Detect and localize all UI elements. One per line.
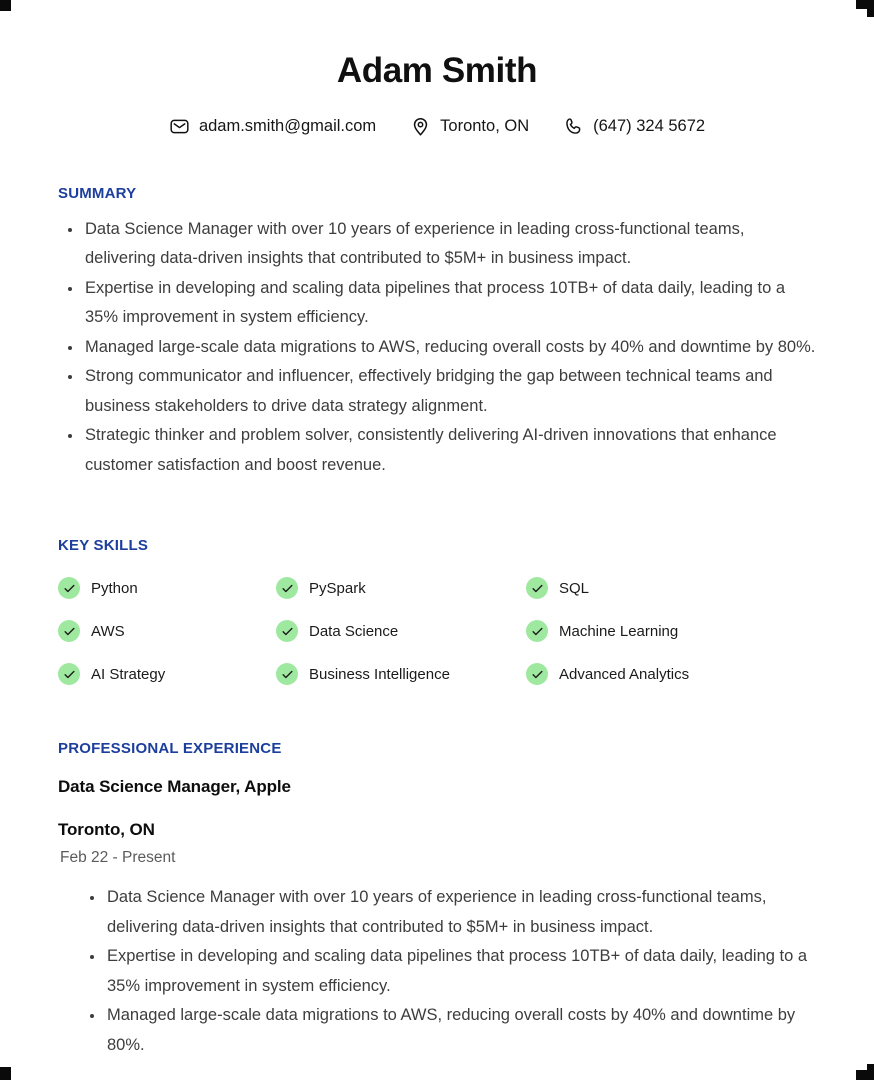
location-pin-icon — [410, 116, 431, 137]
candidate-name: Adam Smith — [336, 51, 538, 90]
skill-item — [58, 663, 276, 685]
skill-item — [526, 620, 816, 642]
envelope-icon — [169, 116, 190, 137]
list-item: Data Science Manager with over 10 years of experience in leading cross-functional teams, delivering data-driven insights that contributed to $5M+ in business impact. — [58, 215, 816, 274]
check-circle-icon — [526, 620, 548, 642]
contact-location[interactable] — [410, 116, 529, 137]
skill-label: PySpark — [309, 579, 366, 597]
list-item: Data Science Manager with over 10 years of experience in leading cross-functional teams, delivering data-driven insights that contributed to $5M+ in business impact. — [80, 883, 816, 942]
contact-email[interactable] — [169, 116, 376, 137]
summary-bullet-list — [58, 215, 816, 481]
crop-mark-top-right — [856, 0, 874, 18]
skill-label: AWS — [91, 622, 125, 640]
experience-bullet-list — [80, 883, 816, 1060]
job-title: Data Science Manager, Apple — [58, 777, 291, 796]
crop-mark-bottom-left — [0, 1062, 18, 1080]
crop-mark-bottom-right — [856, 1062, 874, 1080]
skill-item — [58, 620, 276, 642]
skill-label: Data Science — [309, 622, 399, 640]
skill-label: SQL — [559, 579, 590, 597]
skill-item — [276, 663, 526, 685]
contact-phone-label: (647) 324 5672 — [593, 116, 706, 135]
skill-label: AI Strategy — [91, 665, 166, 683]
list-item: Expertise in developing and scaling data pipelines that process 10TB+ of data daily, leading to a 35% improvement in system efficiency. — [80, 942, 816, 1001]
skill-label: Advanced Analytics — [559, 665, 690, 683]
check-circle-icon — [526, 663, 548, 685]
skill-label: Machine Learning — [559, 622, 679, 640]
skills-grid — [58, 577, 816, 685]
skill-label: Python — [91, 579, 138, 597]
contact-phone[interactable] — [563, 116, 705, 137]
skill-item — [276, 620, 526, 642]
job-location: Toronto, ON — [58, 820, 155, 839]
check-circle-icon — [276, 577, 298, 599]
experience-entry — [58, 777, 816, 1060]
crop-mark-top-left — [0, 0, 18, 18]
job-dates: Feb 22 - Present — [60, 849, 176, 866]
list-item: Strong communicator and influencer, effectively bridging the gap between technical teams and business stakeholders to drive data strategy alignment. — [58, 362, 816, 421]
list-item: Strategic thinker and problem solver, consistently delivering AI-driven innovations that enhance customer satisfaction and boost revenue. — [58, 421, 816, 480]
check-circle-icon — [276, 663, 298, 685]
list-item: Managed large-scale data migrations to AWS, reducing overall costs by 40% and downtime by 80%. — [80, 1001, 816, 1060]
check-circle-icon — [276, 620, 298, 642]
list-item: Expertise in developing and scaling data pipelines that process 10TB+ of data daily, leading to a 35% improvement in system efficiency. — [58, 274, 816, 333]
skill-label: Business Intelligence — [309, 665, 450, 683]
section-heading-professional-experience: PROFESSIONAL EXPERIENCE — [58, 740, 282, 757]
skill-item — [526, 577, 816, 599]
skill-item — [276, 577, 526, 599]
contact-row — [58, 116, 816, 137]
phone-icon — [563, 116, 584, 137]
section-heading-summary: SUMMARY — [58, 184, 137, 202]
check-circle-icon — [526, 577, 548, 599]
section-heading-key-skills: KEY SKILLS — [58, 537, 149, 554]
list-item: Managed large-scale data migrations to AWS, reducing overall costs by 40% and downtime by 80%. — [58, 333, 816, 363]
skill-item — [526, 663, 816, 685]
skill-item — [58, 577, 276, 599]
contact-location-label: Toronto, ON — [440, 116, 530, 135]
check-circle-icon — [58, 620, 80, 642]
contact-email-label: adam.smith@gmail.com — [198, 116, 377, 135]
check-circle-icon — [58, 577, 80, 599]
check-circle-icon — [58, 663, 80, 685]
